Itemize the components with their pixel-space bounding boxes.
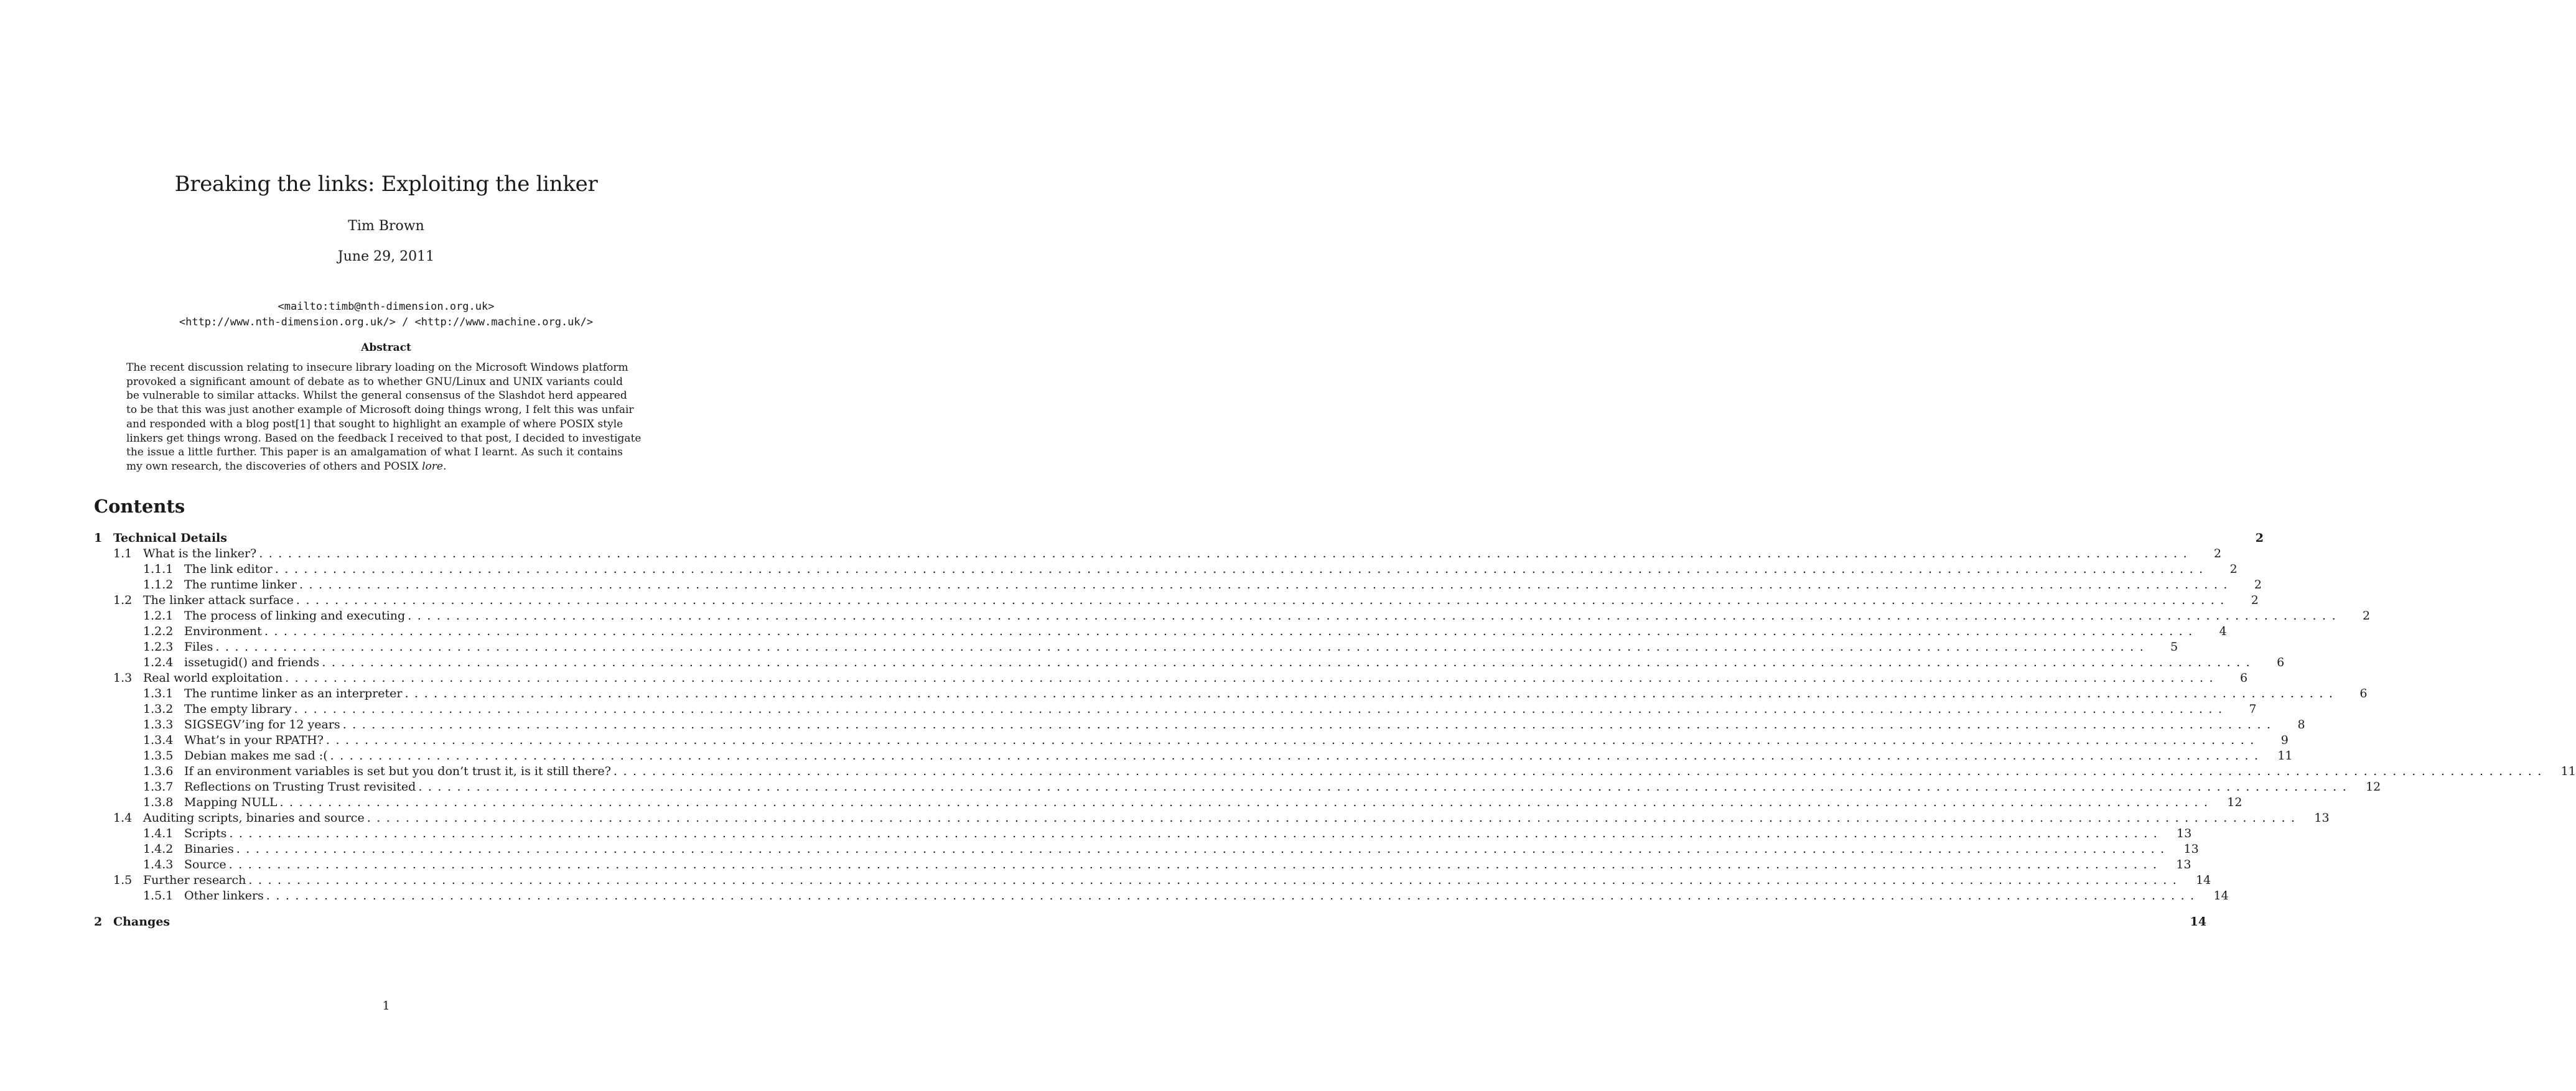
toc-entry-number: 1.2.2 — [143, 624, 174, 638]
toc-entry[interactable] — [94, 639, 2178, 655]
toc-entry-page: 13 — [2177, 827, 2192, 840]
abstract-line: linkers get things wrong. Based on the feedback I received to that post, I decided to investigate — [126, 432, 642, 445]
toc-entry-number: 1.3.5 — [143, 749, 174, 763]
toc-entry-page: 6 — [2277, 656, 2285, 669]
abstract-line — [126, 460, 623, 474]
abstract-line: provoked a significant amount of debate as to whether GNU/Linux and UNIX variants could — [126, 375, 623, 388]
toc-dot-leader: ........................................................................................................................................................................................................ — [264, 624, 2198, 638]
toc-entry[interactable] — [94, 608, 2371, 624]
toc-entry-title: The empty library — [184, 702, 292, 716]
toc-entry-page: 8 — [2297, 718, 2305, 731]
toc-entry[interactable] — [94, 655, 2285, 671]
toc-entry[interactable] — [94, 795, 2242, 810]
toc-entry-page: 14 — [2190, 915, 2207, 929]
toc-entry[interactable] — [94, 888, 2229, 904]
author-name: Tim Brown — [348, 218, 424, 234]
toc-entry-page: 5 — [2170, 640, 2178, 654]
toc-entry-number: 2 — [94, 915, 103, 929]
toc-entry-number: 1.1 — [113, 547, 133, 560]
toc-entry-title: Environment — [184, 624, 262, 638]
toc-entry-page: 14 — [2213, 889, 2229, 903]
toc-entry-number: 1.2.1 — [143, 609, 174, 623]
toc-dot-leader: ........................................................................................................................................................................................................ — [330, 749, 2264, 763]
toc-entry-number: 1.5.1 — [143, 889, 174, 903]
toc-entry-page: 14 — [2196, 873, 2211, 887]
toc-entry[interactable] — [94, 842, 2199, 857]
toc-dot-leader: ........................................................................................................................................................................................................ — [215, 640, 2150, 654]
toc-entry-page: 11 — [2277, 749, 2293, 763]
abstract-line: and responded with a blog post[1] that sought to highlight an example of where POSIX style — [126, 417, 623, 430]
toc-entry[interactable] — [94, 624, 2227, 639]
toc-entry-number: 1.4.1 — [143, 827, 174, 840]
toc-dot-leader: ........................................................................................................................................................................................................ — [322, 656, 2256, 669]
contents-heading: Contents — [94, 496, 185, 517]
toc-entry-page: 13 — [2314, 811, 2330, 825]
toc-entry[interactable] — [94, 593, 2259, 608]
toc-entry[interactable] — [94, 873, 2211, 888]
toc-dot-leader: ........................................................................................................................................................................................................ — [296, 593, 2230, 607]
toc-entry-title: Other linkers — [184, 889, 264, 903]
toc-entry-number: 1.2 — [113, 593, 133, 607]
abstract-heading: Abstract — [361, 341, 411, 354]
toc-entry-title: Scripts — [184, 827, 227, 840]
toc-entry-number: 1.3.6 — [143, 764, 174, 778]
toc-dot-leader: ........................................................................................................................................................................................................ — [342, 718, 2277, 731]
toc-dot-leader: ........................................................................................................................................................................................................ — [236, 842, 2170, 856]
abstract-line: the issue a little further. This paper is an amalgamation of what I learnt. As such it contains — [126, 446, 623, 459]
toc-entry[interactable] — [94, 531, 2264, 546]
toc-entry-number: 1.3.4 — [143, 733, 174, 747]
toc-entry-page: 2 — [2363, 609, 2371, 623]
abstract-body — [126, 361, 642, 474]
toc-entry-page: 2 — [2229, 562, 2238, 576]
toc-entry-number: 1.2.3 — [143, 640, 174, 654]
toc-entry-page: 13 — [2183, 842, 2199, 856]
toc-entry-title: Source — [184, 858, 226, 871]
toc-dot-leader: ........................................................................................................................................................................................................ — [418, 780, 2353, 794]
toc-entry-title: If an environment variables is set but you don’t trust it, is it still there? — [184, 764, 611, 778]
abstract-line: The recent discussion relating to insecure library loading on the Microsoft Windows platform — [126, 361, 628, 374]
toc-dot-leader: ........................................................................................................................................................................................................ — [279, 796, 2214, 809]
toc-entry-page: 6 — [2359, 687, 2368, 700]
toc-entry-page: 12 — [2227, 796, 2242, 809]
toc-entry[interactable] — [94, 748, 2293, 764]
toc-entry-number: 1.1.1 — [143, 562, 174, 576]
email-link[interactable]: <mailto:timb@nth-dimension.org.uk> — [278, 300, 495, 313]
toc-entry-page: 2 — [2251, 593, 2259, 607]
toc-dot-leader: ........................................................................................................................................................................................................ — [274, 562, 2209, 576]
toc-entry-title: Real world exploitation — [143, 671, 283, 685]
toc-entry[interactable] — [94, 810, 2330, 826]
toc-entry[interactable] — [94, 717, 2305, 733]
toc-entry-number: 1.5 — [113, 873, 133, 887]
website-links[interactable]: <http://www.nth-dimension.org.uk/> / <http://www.machine.org.uk/> — [179, 316, 594, 328]
page-number: 1 — [382, 999, 390, 1013]
paper-title: Breaking the links: Exploiting the linker — [174, 172, 598, 197]
toc-entry-page: 11 — [2560, 764, 2576, 778]
toc-entry-page: 2 — [2255, 531, 2264, 545]
toc-entry-page: 12 — [2366, 780, 2381, 794]
toc-dot-leader: ........................................................................................................................................................................................................ — [259, 547, 2193, 560]
abstract-last-text: my own research, the discoveries of others and POSIX — [126, 460, 422, 473]
toc-entry-page: 9 — [2280, 733, 2289, 747]
toc-entry[interactable] — [94, 546, 2222, 562]
toc-entry[interactable] — [94, 826, 2192, 842]
toc-entry-title: Auditing scripts, binaries and source — [143, 811, 365, 825]
toc-entry[interactable] — [94, 857, 2191, 873]
toc-entry[interactable] — [94, 702, 2257, 717]
toc-dot-leader: ........................................................................................................................................................................................................ — [299, 578, 2233, 592]
toc-entry-page: 2 — [2254, 578, 2262, 592]
toc-dot-leader: ........................................................................................................................................................................................................ — [408, 609, 2342, 623]
toc-entry-title: issetugid() and friends — [184, 656, 320, 669]
toc-dot-leader: ........................................................................................................................................................................................................ — [294, 702, 2228, 716]
toc-entry-number: 1.4.2 — [143, 842, 174, 856]
toc-entry-title: Files — [184, 640, 213, 654]
toc-entry[interactable] — [94, 562, 2238, 577]
toc-entry-title: The link editor — [184, 562, 273, 576]
publication-date: June 29, 2011 — [337, 249, 435, 264]
toc-entry-title: Changes — [113, 915, 170, 929]
toc-entry-page: 6 — [2239, 671, 2248, 685]
abstract-italic-word: lore — [422, 460, 443, 473]
toc-dot-leader: ........................................................................................................................................................................................................ — [613, 764, 2547, 778]
toc-entry-title: SIGSEGV’ing for 12 years — [184, 718, 340, 731]
toc-entry-page: 2 — [2214, 547, 2222, 560]
toc-entry-number: 1.4 — [113, 811, 133, 825]
toc-entry[interactable] — [94, 914, 2207, 930]
toc-entry[interactable] — [94, 686, 2368, 702]
toc-entry-number: 1.1.2 — [143, 578, 174, 592]
toc-entry-title: Technical Details — [113, 531, 227, 545]
toc-entry-number: 1.3.2 — [143, 702, 174, 716]
toc-entry-number: 1.3.1 — [143, 687, 174, 700]
toc-entry-title: Reflections on Trusting Trust revisited — [184, 780, 416, 794]
toc-entry-number: 1 — [94, 531, 103, 545]
toc-entry-title: What is the linker? — [143, 547, 257, 560]
toc-entry-title: What’s in your RPATH? — [184, 733, 324, 747]
toc-entry-number: 1.3 — [113, 671, 133, 685]
toc-entry-number: 1.3.7 — [143, 780, 174, 794]
toc-entry[interactable] — [94, 671, 2248, 686]
toc-entry-title: The process of linking and executing — [184, 609, 406, 623]
toc-entry-number: 1.4.3 — [143, 858, 174, 871]
toc-entry[interactable] — [94, 764, 2576, 779]
toc-entry[interactable] — [94, 577, 2262, 593]
toc-entry-title: Binaries — [184, 842, 234, 856]
toc-entry-title: Further research — [143, 873, 246, 887]
abstract-end-punct: . — [442, 460, 447, 473]
toc-dot-leader: ........................................................................................................................................................................................................ — [266, 889, 2200, 903]
toc-dot-leader: ........................................................................................................................................................................................................ — [248, 873, 2183, 887]
abstract-line: to be that this was just another example of Microsoft doing things wrong, I felt this was unfair — [126, 404, 634, 417]
toc-dot-leader: ........................................................................................................................................................................................................ — [229, 827, 2163, 840]
toc-dot-leader: ........................................................................................................................................................................................................ — [404, 687, 2339, 700]
toc-dot-leader: ........................................................................................................................................................................................................ — [325, 733, 2260, 747]
toc-entry-title: The linker attack surface — [143, 593, 294, 607]
toc-entry-title: Mapping NULL — [184, 796, 278, 809]
abstract-line: be vulnerable to similar attacks. Whilst the general consensus of the Slashdot herd appeared — [126, 389, 627, 402]
toc-dot-leader: ........................................................................................................................................................................................................ — [366, 811, 2301, 825]
toc-entry-page: 13 — [2176, 858, 2191, 871]
table-of-contents — [94, 531, 2576, 930]
toc-entry-title: The runtime linker — [184, 578, 297, 592]
toc-entry-number: 1.3.8 — [143, 796, 174, 809]
toc-entry[interactable] — [94, 779, 2381, 795]
toc-entry-page: 4 — [2219, 624, 2227, 638]
toc-dot-leader: ........................................................................................................................................................................................................ — [285, 671, 2219, 685]
toc-entry-page: 7 — [2249, 702, 2257, 716]
toc-entry-title: Debian makes me sad :( — [184, 749, 328, 763]
toc-entry-title: The runtime linker as an interpreter — [184, 687, 403, 700]
toc-entry-number: 1.3.3 — [143, 718, 174, 731]
toc-dot-leader: ........................................................................................................................................................................................................ — [228, 858, 2163, 871]
toc-entry[interactable] — [94, 733, 2289, 748]
toc-entry-number: 1.2.4 — [143, 656, 174, 669]
